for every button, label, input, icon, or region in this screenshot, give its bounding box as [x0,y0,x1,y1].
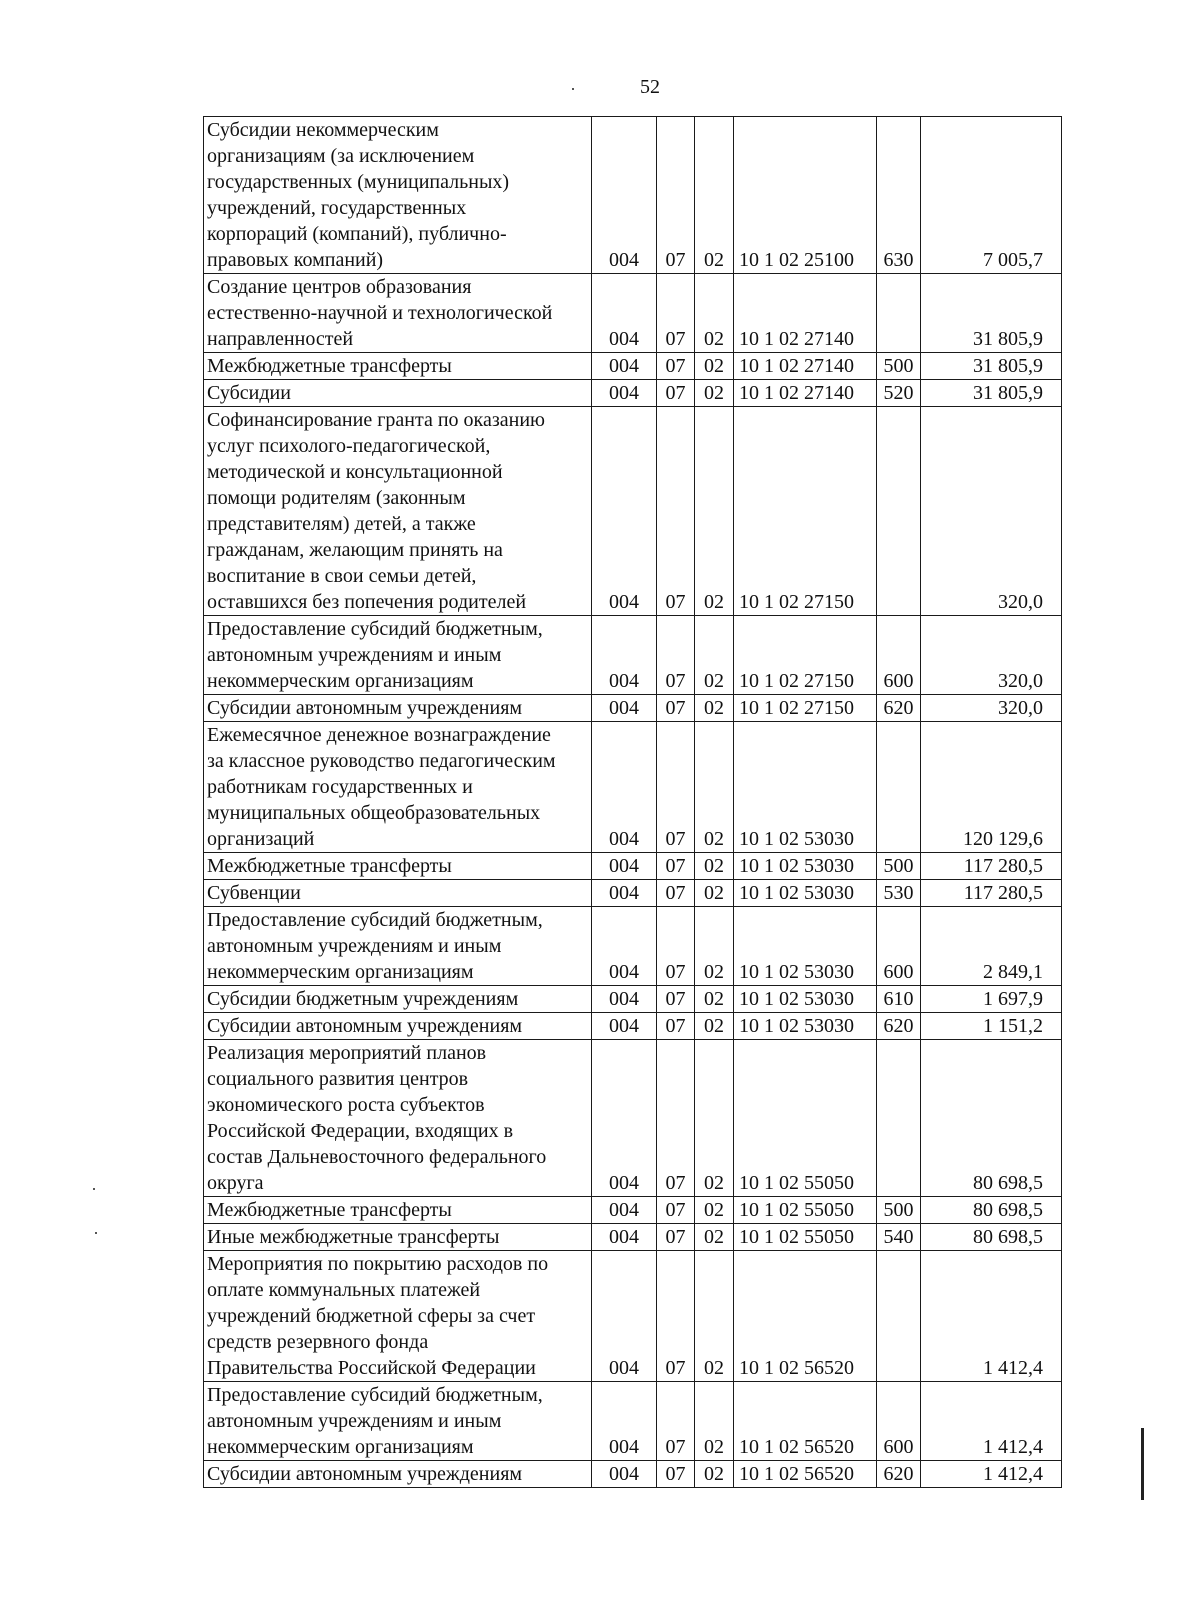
cell-target-code: 10 1 02 53030 [734,1013,877,1040]
cell-name: Предоставление субсидий бюджетным, автономным учреждениям и иным некоммерческим организациям [204,616,592,695]
cell-target-code: 10 1 02 55050 [734,1224,877,1251]
cell-expense-type: 500 [877,353,921,380]
cell-amount: 1 412,4 [921,1461,1062,1488]
cell-expense-type: 620 [877,1461,921,1488]
table-row [204,407,1062,616]
cell-section: 07 [657,117,695,274]
cell-expense-type [877,1251,921,1382]
cell-name: Межбюджетные трансферты [204,1197,592,1224]
cell-section: 07 [657,380,695,407]
table-row [204,1040,1062,1197]
table-row [204,353,1062,380]
table-row [204,880,1062,907]
cell-subsection: 02 [695,853,734,880]
cell-section: 07 [657,353,695,380]
cell-amount: 31 805,9 [921,353,1062,380]
cell-section: 07 [657,1382,695,1461]
cell-expense-type: 540 [877,1224,921,1251]
cell-expense-type [877,1040,921,1197]
cell-name: Софинансирование гранта по оказанию услуг психолого-педагогической, методической и консультационной помощи родителям (законным представителям) детей, а также гражданам, желающим принять на воспитание в свои семьи детей, оставшихся без попечения родителей [204,407,592,616]
cell-grbs: 004 [592,695,657,722]
table-row [204,274,1062,353]
cell-target-code: 10 1 02 53030 [734,986,877,1013]
table-row [204,853,1062,880]
table-row [204,616,1062,695]
cell-subsection: 02 [695,1251,734,1382]
cell-expense-type: 600 [877,1382,921,1461]
cell-expense-type [877,722,921,853]
cell-section: 07 [657,986,695,1013]
table-row [204,380,1062,407]
cell-target-code: 10 1 02 27140 [734,274,877,353]
cell-grbs: 004 [592,380,657,407]
cell-grbs: 004 [592,117,657,274]
table-row [204,1251,1062,1382]
cell-section: 07 [657,695,695,722]
cell-subsection: 02 [695,880,734,907]
cell-expense-type: 500 [877,1197,921,1224]
cell-target-code: 10 1 02 25100 [734,117,877,274]
cell-grbs: 004 [592,880,657,907]
cell-subsection: 02 [695,1040,734,1197]
cell-grbs: 004 [592,1382,657,1461]
table-row [204,986,1062,1013]
cell-amount: 320,0 [921,407,1062,616]
cell-expense-type: 500 [877,853,921,880]
table-row [204,1224,1062,1251]
cell-subsection: 02 [695,380,734,407]
cell-target-code: 10 1 02 55050 [734,1040,877,1197]
cell-subsection: 02 [695,1013,734,1040]
table-row [204,695,1062,722]
cell-grbs: 004 [592,407,657,616]
cell-name: Субсидии [204,380,592,407]
table-row [204,907,1062,986]
cell-section: 07 [657,907,695,986]
cell-grbs: 004 [592,986,657,1013]
cell-subsection: 02 [695,1224,734,1251]
cell-expense-type: 630 [877,117,921,274]
cell-grbs: 004 [592,1040,657,1197]
scan-dot [95,1232,97,1234]
cell-name: Предоставление субсидий бюджетным, автономным учреждениям и иным некоммерческим организациям [204,907,592,986]
cell-subsection: 02 [695,274,734,353]
cell-grbs: 004 [592,1013,657,1040]
cell-amount: 1 697,9 [921,986,1062,1013]
cell-amount: 117 280,5 [921,880,1062,907]
cell-name: Иные межбюджетные трансферты [204,1224,592,1251]
cell-subsection: 02 [695,695,734,722]
cell-target-code: 10 1 02 27150 [734,695,877,722]
cell-amount: 320,0 [921,695,1062,722]
cell-expense-type: 600 [877,907,921,986]
budget-table [203,116,1062,1488]
cell-grbs: 004 [592,616,657,695]
cell-grbs: 004 [592,353,657,380]
cell-expense-type [877,407,921,616]
cell-target-code: 10 1 02 27140 [734,380,877,407]
cell-expense-type: 520 [877,380,921,407]
cell-section: 07 [657,880,695,907]
cell-subsection: 02 [695,722,734,853]
cell-section: 07 [657,274,695,353]
table-row [204,117,1062,274]
cell-grbs: 004 [592,1251,657,1382]
cell-section: 07 [657,616,695,695]
cell-target-code: 10 1 02 53030 [734,880,877,907]
cell-target-code: 10 1 02 55050 [734,1197,877,1224]
scan-dot [572,88,574,90]
cell-subsection: 02 [695,1197,734,1224]
cell-name: Предоставление субсидий бюджетным, автономным учреждениям и иным некоммерческим организациям [204,1382,592,1461]
table-body [204,117,1062,1488]
cell-name: Ежемесячное денежное вознаграждение за классное руководство педагогическим работникам государственных и муниципальных общеобразовательных организаций [204,722,592,853]
cell-expense-type: 620 [877,695,921,722]
cell-grbs: 004 [592,722,657,853]
cell-section: 07 [657,722,695,853]
cell-section: 07 [657,1197,695,1224]
cell-amount: 7 005,7 [921,117,1062,274]
table-row [204,1382,1062,1461]
cell-amount: 117 280,5 [921,853,1062,880]
table-row [204,1013,1062,1040]
cell-grbs: 004 [592,1461,657,1488]
cell-expense-type: 610 [877,986,921,1013]
scan-dot [93,1188,95,1190]
cell-section: 07 [657,1040,695,1197]
cell-grbs: 004 [592,1224,657,1251]
cell-target-code: 10 1 02 56520 [734,1461,877,1488]
cell-name: Создание центров образования естественно-научной и технологической направленностей [204,274,592,353]
cell-subsection: 02 [695,1382,734,1461]
cell-section: 07 [657,1224,695,1251]
cell-grbs: 004 [592,274,657,353]
cell-amount: 120 129,6 [921,722,1062,853]
cell-section: 07 [657,1461,695,1488]
cell-amount: 80 698,5 [921,1224,1062,1251]
cell-subsection: 02 [695,353,734,380]
cell-grbs: 004 [592,907,657,986]
scan-edge-mark [1141,1428,1144,1500]
cell-amount: 31 805,9 [921,274,1062,353]
cell-subsection: 02 [695,907,734,986]
cell-target-code: 10 1 02 27150 [734,616,877,695]
cell-name: Субсидии автономным учреждениям [204,695,592,722]
cell-name: Субсидии некоммерческим организациям (за исключением государственных (муниципальных) учреждений, государственных корпораций (компаний), публично- правовых компаний) [204,117,592,274]
cell-name: Реализация мероприятий планов социального развития центров экономического роста субъектов Российской Федерации, входящих в состав Дальневосточного федерального округа [204,1040,592,1197]
cell-name: Субсидии бюджетным учреждениям [204,986,592,1013]
cell-name: Межбюджетные трансферты [204,853,592,880]
table-row [204,722,1062,853]
table-row [204,1461,1062,1488]
cell-expense-type [877,274,921,353]
cell-name: Субсидии автономным учреждениям [204,1013,592,1040]
cell-grbs: 004 [592,1197,657,1224]
page-number: 52 [640,76,660,98]
cell-amount: 1 412,4 [921,1382,1062,1461]
cell-amount: 80 698,5 [921,1040,1062,1197]
cell-target-code: 10 1 02 53030 [734,722,877,853]
cell-target-code: 10 1 02 56520 [734,1251,877,1382]
cell-target-code: 10 1 02 53030 [734,907,877,986]
table-row [204,1197,1062,1224]
cell-section: 07 [657,407,695,616]
cell-expense-type: 600 [877,616,921,695]
cell-amount: 80 698,5 [921,1197,1062,1224]
cell-subsection: 02 [695,986,734,1013]
cell-expense-type: 530 [877,880,921,907]
cell-grbs: 004 [592,853,657,880]
cell-expense-type: 620 [877,1013,921,1040]
cell-target-code: 10 1 02 27150 [734,407,877,616]
cell-amount: 2 849,1 [921,907,1062,986]
cell-name: Мероприятия по покрытию расходов по оплате коммунальных платежей учреждений бюджетной сферы за счет средств резервного фонда Правительства Российской Федерации [204,1251,592,1382]
cell-target-code: 10 1 02 56520 [734,1382,877,1461]
cell-section: 07 [657,1013,695,1040]
cell-subsection: 02 [695,1461,734,1488]
cell-name: Субсидии автономным учреждениям [204,1461,592,1488]
cell-target-code: 10 1 02 53030 [734,853,877,880]
cell-section: 07 [657,853,695,880]
cell-name: Межбюджетные трансферты [204,353,592,380]
cell-subsection: 02 [695,407,734,616]
cell-amount: 1 151,2 [921,1013,1062,1040]
cell-amount: 320,0 [921,616,1062,695]
cell-subsection: 02 [695,117,734,274]
cell-amount: 1 412,4 [921,1251,1062,1382]
cell-subsection: 02 [695,616,734,695]
cell-target-code: 10 1 02 27140 [734,353,877,380]
cell-section: 07 [657,1251,695,1382]
cell-amount: 31 805,9 [921,380,1062,407]
cell-name: Субвенции [204,880,592,907]
